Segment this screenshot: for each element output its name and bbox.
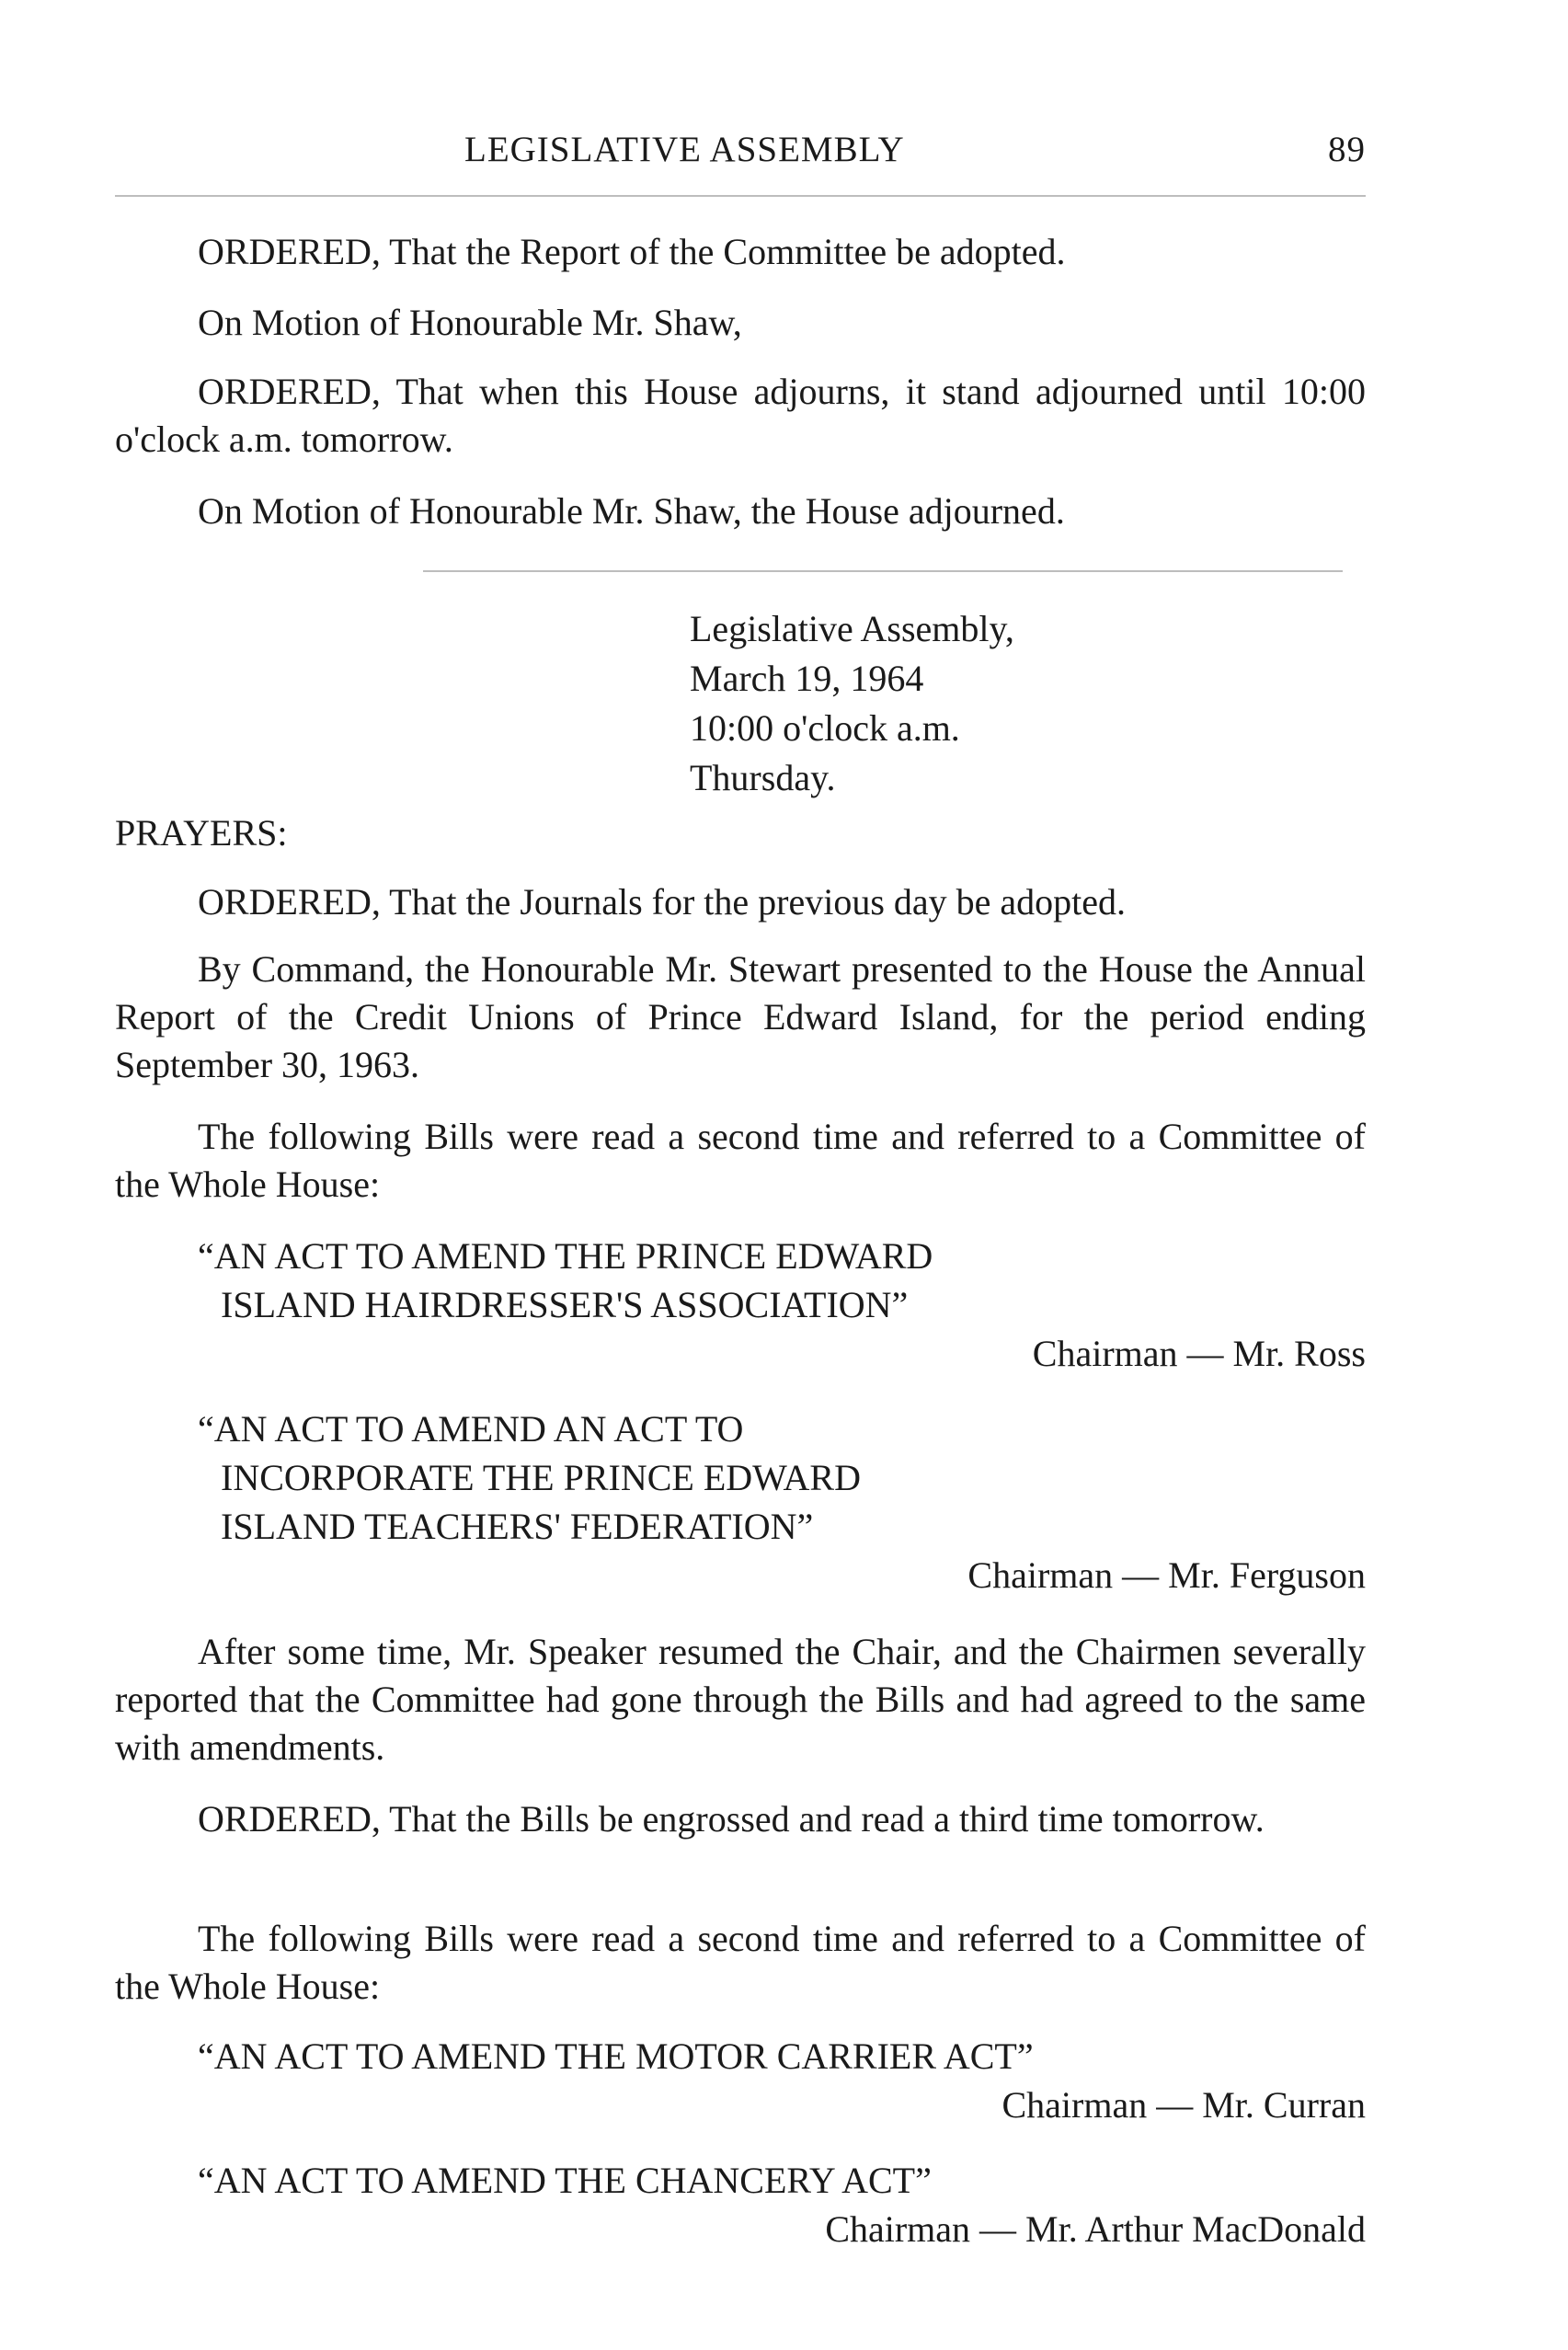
bill-2-title-line-3: ISLAND TEACHERS' FEDERATION” (221, 1506, 814, 1547)
section-divider (423, 570, 1343, 572)
dateline-date: March 19, 1964 (690, 658, 924, 699)
prayers-heading: PRAYERS: (115, 812, 288, 854)
by-command-paragraph: By Command, the Honourable Mr. Stewart presented to the House the Annual Report of the Credit Unions of Prince Edward Island, for the period ending September 30, 1963. (115, 948, 1366, 1085)
bill-3-title: “AN ACT TO AMEND THE MOTOR CARRIER ACT” (198, 2035, 1034, 2077)
running-title: LEGISLATIVE ASSEMBLY (464, 130, 905, 169)
motion-shaw-2: On Motion of Honourable Mr. Shaw, the House adjourned. (198, 490, 1065, 532)
following-bills-paragraph-1: The following Bills were read a second time and referred to a Committee of the Whole House: (115, 1116, 1366, 1205)
bill-1-chairman: Chairman — Mr. Ross (1032, 1333, 1366, 1374)
bill-1-title-line-1: “AN ACT TO AMEND THE PRINCE EDWARD (198, 1235, 933, 1277)
ordered-journals: ORDERED, That the Journals for the previous day be adopted. (198, 881, 1127, 923)
bill-1-title-line-2: ISLAND HAIRDRESSER'S ASSOCIATION” (221, 1284, 909, 1325)
motion-shaw-1: On Motion of Honourable Mr. Shaw, (198, 302, 742, 343)
dateline-time: 10:00 o'clock a.m. (690, 707, 960, 749)
bill-4-chairman: Chairman — Mr. Arthur MacDonald (825, 2208, 1366, 2250)
after-some-time-paragraph: After some time, Mr. Speaker resumed the Chair, and the Chairmen severally reported that the Committee had gone through the Bills and had agreed to the same with amendments. (115, 1631, 1366, 1768)
bill-4-title: “AN ACT TO AMEND THE CHANCERY ACT” (198, 2160, 932, 2201)
header-rule (115, 195, 1366, 197)
bill-2-title-line-1: “AN ACT TO AMEND AN ACT TO (198, 1408, 744, 1450)
bill-2-chairman: Chairman — Mr. Ferguson (967, 1554, 1366, 1596)
dateline-place: Legislative Assembly, (690, 608, 1014, 649)
bill-2-title-line-2: INCORPORATE THE PRINCE EDWARD (221, 1457, 861, 1498)
dateline-day: Thursday. (690, 757, 836, 798)
ordered-engrossed-paragraph: ORDERED, That the Bills be engrossed and read a third time tomorrow. (198, 1798, 1265, 1840)
ordered-adjourn: ORDERED, That when this House adjourns, it stand adjourned until 10:00 o'clock a.m. tomorrow. (115, 371, 1366, 460)
page-header (115, 129, 1366, 184)
page-number: 89 (1328, 130, 1366, 169)
following-bills-paragraph-2: The following Bills were read a second time and referred to a Committee of the Whole House: (115, 1918, 1366, 2007)
bill-3-chairman: Chairman — Mr. Curran (1001, 2084, 1366, 2126)
ordered-report: ORDERED, That the Report of the Committee be adopted. (198, 231, 1066, 272)
